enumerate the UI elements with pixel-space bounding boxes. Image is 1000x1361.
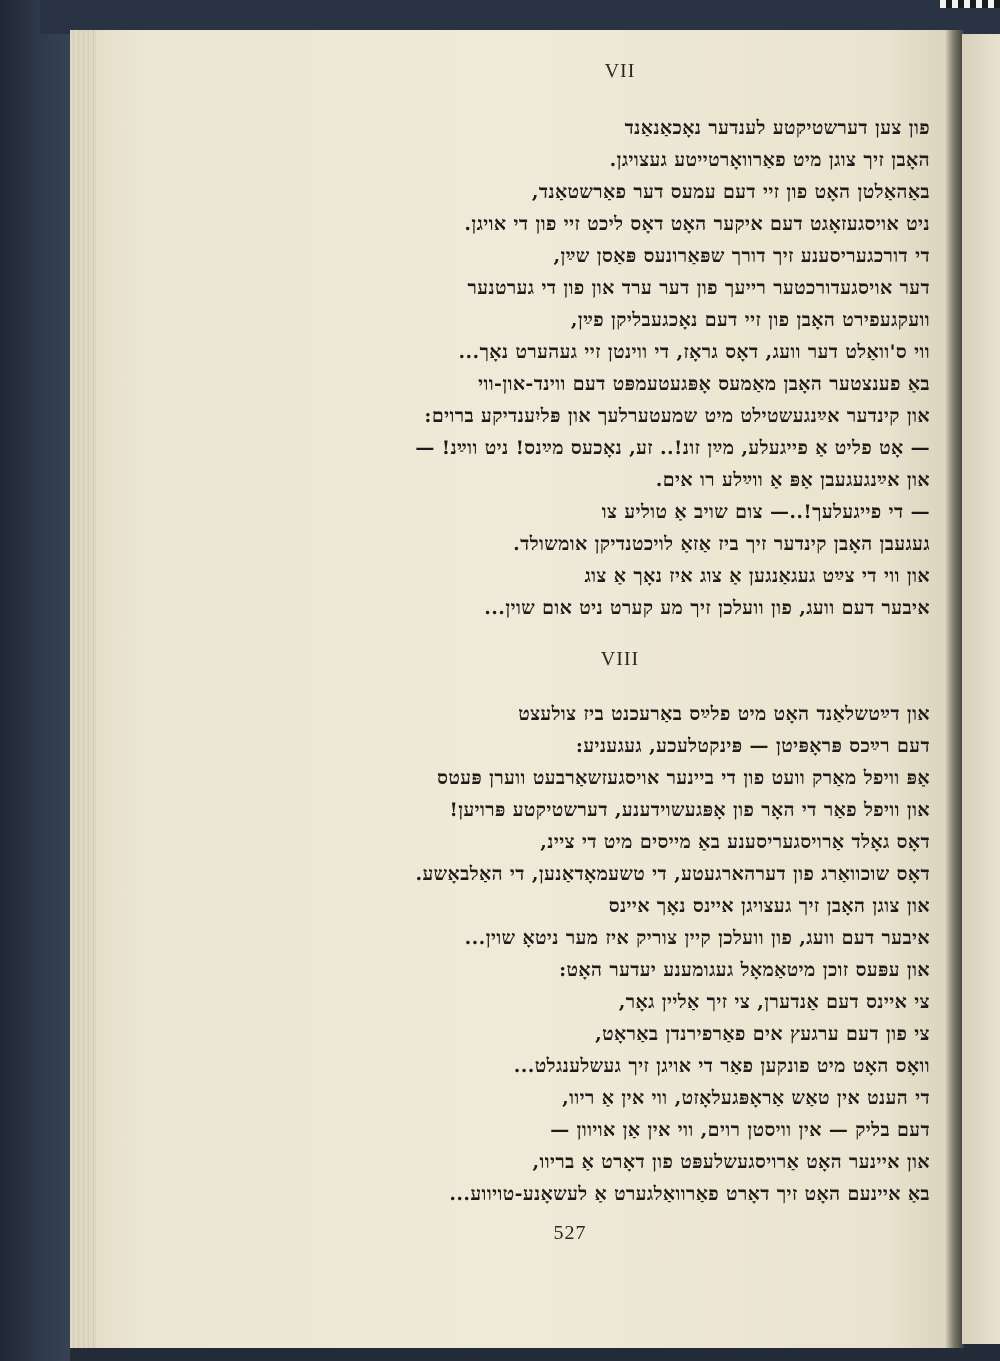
text-line: ניט אויסגעזאָגט דעם איקער האָט דאָס ליכט זיי פון די אויגן. <box>464 213 930 235</box>
text-line: — אָט פליט אַ פייגעלע, מײַן זונ!.. זע, נאָכעס מײַנס! ניט ווײַנ! — <box>415 437 930 459</box>
text-line: און ווי די צײַט געגאַנגען אַ צוג איז נאָך אַ צוג <box>584 565 930 587</box>
text-line: און עפּעס זוכן מיטאַמאָל געגומענע יעדער האָט: <box>559 959 930 981</box>
page-number: 527 <box>553 1222 587 1244</box>
text-line: האָבן זיך צוגן מיט פאַרוואָרטייטע געצויגן. <box>609 149 930 171</box>
text-line: די דורכגעריסענע זיך דורך שפּאַרונעס פּאַסן שײַן, <box>553 245 930 267</box>
text-line: פון צען דערשטיקטע לענדער נאָכאַנאַנד <box>624 117 930 139</box>
text-line: צי פון דעם ערגעץ אים פאַרפירנדן באַראָט, <box>595 1023 930 1045</box>
text-line: און איינער האָט אַרויסגעשלעפּט פון דאָרט אַ בריוו, <box>532 1151 930 1173</box>
text-line: דאָס שוכוואַרג פון דערהארגעטע, די טשעמאָדאַנען, די האַלבאָשע. <box>415 863 930 885</box>
calibration-strip <box>940 0 1000 8</box>
book-cover-top <box>40 0 1000 34</box>
text-line: באַ פענצטער האָבן מאַמעס אָפּגעטעמפּט דעם ווינד-און-ווי <box>478 373 930 395</box>
text-line: באַהאַלטן האָט פון זיי דעם עמעס דער פאַרשטאַנד, <box>531 181 930 203</box>
section-vii-text <box>210 112 930 624</box>
section-heading-vii: VII <box>604 60 636 82</box>
text-line: איבער דעם וועג, פון וועלכן קיין צוריק איז מער ניטאָ שוין... <box>464 927 930 949</box>
text-line: די הענט אין טאַש אַראָפּגעלאָזט, ווי אין אַ ריוו, <box>562 1087 930 1109</box>
text-line: אַפּ וויפל מאַרק וועט פון די ביינער אויסגעזשאַרבעט ווערן פּעטס <box>437 767 930 789</box>
text-line: — די פייגעלעך!..— צום שויב אַ טוליע צו <box>601 501 930 523</box>
text-line: דאָס גאָלד אַרויסגעריסענע באַ מייסים מיט די ציינ, <box>540 831 930 853</box>
text-line: און דײַטשלאַנד האָט מיט פלײַס באַרעכנט ביז צולעצט <box>518 703 930 725</box>
text-line: און קינדער אײַנגעשטילט מיט שמעטערלעך און פּליִענדיקע ברוים: <box>424 405 930 427</box>
text-line: דער אויסגעדורכטער רייעך פון דער ערד און פון די גערטנער <box>467 277 930 299</box>
text-line: געגעבן האָבן קינדער זיך ביז אַזאַ לויכטנדיקן אומשולד. <box>513 533 930 555</box>
text-line: באַ איינעם האָט זיך דאָרט פאַרוואַלגערט אַ לעשאָנע-טויווע... <box>449 1183 930 1205</box>
text-line: און צוגן האָבן זיך געצויגן איינס נאָך איינס <box>608 895 930 917</box>
text-line: וואָס האָט מיט פונקען פאַר די אויגן זיך געשלענגלט... <box>513 1055 930 1077</box>
text-line: צי איינס דעם אַנדערן, צי זיך אַליין גאָר, <box>618 991 930 1013</box>
section-heading-viii: VIII <box>600 648 640 670</box>
text-line: איבער דעם וועג, פון וועלכן זיך מע קערט ניט אום שוין... <box>484 597 930 619</box>
section-viii-text <box>210 698 930 1210</box>
facing-page-edge <box>962 34 1000 1344</box>
page-stack-edges <box>70 30 97 1348</box>
text-line: און וויפל פאַר די האָר פון אָפּגעשוידענע, דערשטיקטע פּרויען! <box>449 799 930 821</box>
text-line: ווי ס'וואַלט דער וועג, דאָס גראָז, די ווינטן זיי געהערט נאָך... <box>458 341 930 363</box>
text-line: דעם בליק — אין וויסטן רוים, ווי אין אַן אויוון — <box>550 1119 930 1141</box>
text-line: דעם רײַכס פּראָפּיטן — פּינקטלעכע, געגעניע: <box>575 735 930 757</box>
text-line: און אײַנגעגעבן אַפּ אַ ווײַלע רו אים. <box>655 469 930 491</box>
text-line: וועקגעפירט האָבן פון זיי דעם נאָכגעבליקן פײַן, <box>570 309 930 331</box>
book-cover-left <box>0 0 70 1361</box>
